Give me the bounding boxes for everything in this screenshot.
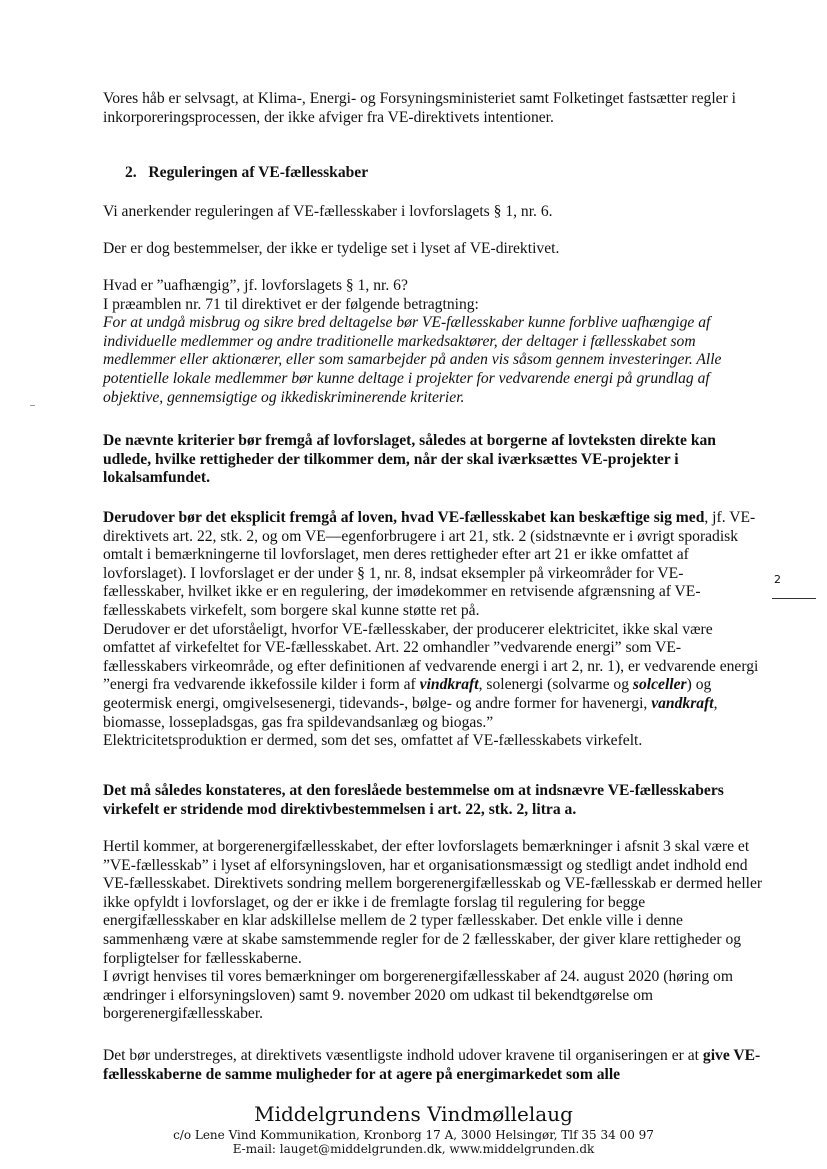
section-heading — [103, 164, 785, 183]
page-number-rule — [772, 598, 816, 599]
paragraph-hertil — [103, 838, 763, 1024]
margin-mark — [30, 405, 35, 406]
question-text: Hvad er ”uafhængig”, jf. lovforslagets § 1, nr. 6? — [103, 277, 408, 294]
footer-organization-name: Middelgrundens Vindmøllelaug — [254, 1102, 573, 1126]
paragraph-text: Der er dog bestemmelser, der ikke er tydelige set i lyset af VE-direktivet. — [103, 240, 560, 257]
text-segment: Derudover er det uforståeligt, hvorfor VE-fællesskaber, der producerer elektricitet, ikke skal være omfattet af virkefeltet for VE-fællesskabet. Art. 22 omhandler ”vedvarende energi” som VE-fællesskabers virkeområde, og efter definitionen af vedvarende energi i art 2, nr. 1), er vedvarende energi ”energi fra vedvarende ikkefossile kilder i form af — [103, 620, 759, 694]
text-segment: ) og geotermisk energi, omgivelsesenergi, tidevands-, bølge- og andre former for havenergi, — [103, 676, 712, 712]
footer-contact — [0, 1128, 827, 1156]
paragraph-kriterier — [103, 432, 763, 488]
paragraph-text: Elektricitetsproduktion er dermed, som det ses, omfattet af VE-fællesskabets virkefelt. — [103, 732, 643, 750]
section-title: Reguleringen af VE-fællesskaber — [148, 164, 369, 181]
emphasis-vandkraft: vandkraft — [651, 694, 714, 712]
paragraph-text: I øvrigt henvises til vores bemærkninger om borgerenergifællesskaber af 24. august 2020 (høring om ændringer i elforsyningsloven) samt 9. november 2020 om udkast til bekendtgørelse om borgerenergifællesskaber. — [103, 968, 733, 1023]
footer-email-web: E-mail: lauget@middelgrunden.dk, www.middelgrunden.dk — [232, 1142, 595, 1156]
bold-lead: Derudover bør det eksplicit fremgå af loven, hvad VE-fællesskabet kan beskæftige sig med — [103, 509, 705, 526]
paragraph-konstateres — [103, 782, 763, 819]
paragraph-text: Vi anerkender reguleringen af VE-fællesskaber i lovforslagets § 1, nr. 6. — [103, 203, 553, 220]
paragraph-uafhaengig — [103, 277, 763, 407]
bold-emphasis: give VE-fællesskaberne de samme muligheder for at agere på energimarkedet som alle — [103, 1047, 761, 1083]
paragraph-anerkender — [103, 203, 763, 222]
text-segment: , solenergi (solvarme og — [478, 676, 633, 694]
footer-address: c/o Lene Vind Kommunikation, Kronborg 17 A, 3000 Helsingør, Tlf 35 34 00 97 — [173, 1128, 654, 1142]
paragraph-bestemmelser — [103, 240, 763, 259]
preamble-intro: I præamblen nr. 71 til direktivet er der følgende betragtning: — [103, 295, 479, 313]
paragraph-understreges — [103, 1047, 763, 1084]
emphasis-solceller: solceller — [632, 676, 687, 694]
text-segment: , biomasse, lossepladsgas, gas fra spildevandsanlæg og biogas.” — [103, 694, 718, 731]
paragraph-derudover — [103, 509, 763, 751]
paragraph-text: Det må således konstateres, at den foreslåede bestemmelse om at indsnævre VE-fællesskabers virkefelt er stridende mod direktivbestemmelsen i art. 22, stk. 2, litra a. — [103, 782, 724, 818]
paragraph-text: De nævnte kriterier bør fremgå af lovforslaget, således at borgerne af lovteksten direkte kan udlede, hvilke rettigheder der tilkommer dem, når der skal iværksættes VE-projekter i lokalsamfundet. — [103, 432, 716, 487]
paragraph-text: Hertil kommer, at borgerenergifællesskabet, der efter lovforslagets bemærkninger i afsnit 3 skal være et ”VE-fællesskab” i lyset af elforsyningsloven, har et organisationsmæssigt og stedligt andet indhold end VE-fællesskabet. Direktivets sondring mellem borgerenergifællesskab og VE-fællesskab er dermed heller ikke opfyldt i lovforslaget, og der er ikke i de fremlagte forslag til regulering for begge energifællesskaber en klar adskillelse mellem de 2 typer fællesskaber. Det enkle ville i denne sammenhæng være at skabe samstemmende regler for de 2 fællesskaber, der giver klare rettigheder og forpligtelser for fællesskaberne. — [103, 838, 763, 967]
preamble-quote: For at undgå misbrug og sikre bred deltagelse bør VE-fællesskaber kunne forblive uafhængige af individuelle medlemmer og andre traditionelle markedsaktører, der deltager i fællesskabet som medlemmer eller aktionærer, eller som samarbejder på anden vis såsom gennem investeringer. Alle potentielle lokale medlemmer bør kunne deltage i projekter for vedvarende energi på grundlag af objektive, gennemsigtige og ikkediskriminerende kriterier. — [103, 314, 722, 406]
page-number: 2 — [774, 573, 781, 586]
text-segment: Det bør understreges, at direktivets væsentligste indhold udover kravene til organiseringen er at — [103, 1047, 703, 1064]
emphasis-vindkraft: vindkraft — [419, 676, 479, 694]
intro-text: Vores håb er selvsagt, at Klima-, Energi- og Forsyningsministeriet samt Folketinget fastsætter regler i inkorporeringsprocessen, der ikke afviger fra VE-direktivets intentioner. — [103, 90, 737, 126]
paragraph-text: , jf. VE-direktivets art. 22, stk. 2, og om VE—egenforbrugere i art 21, stk. 2 (sidstnævnte er i øvrigt sporadisk omtalt i bemærkningerne til lovforslaget, men deres rettigheder efter art 21 er ikke omfattet af lovforslaget). I lovforslaget er der under § 1, nr. 8, indsat eksempler på virkeområder for VE-fællesskaber, hvilket ikke er en regulering, der imødekommer en retvisende afgrænsning af VE-fællesskabets virkefelt, som borgere skal kunne støtte ret på. — [103, 509, 756, 619]
intro-paragraph — [103, 90, 763, 127]
section-number: 2. — [125, 164, 137, 181]
